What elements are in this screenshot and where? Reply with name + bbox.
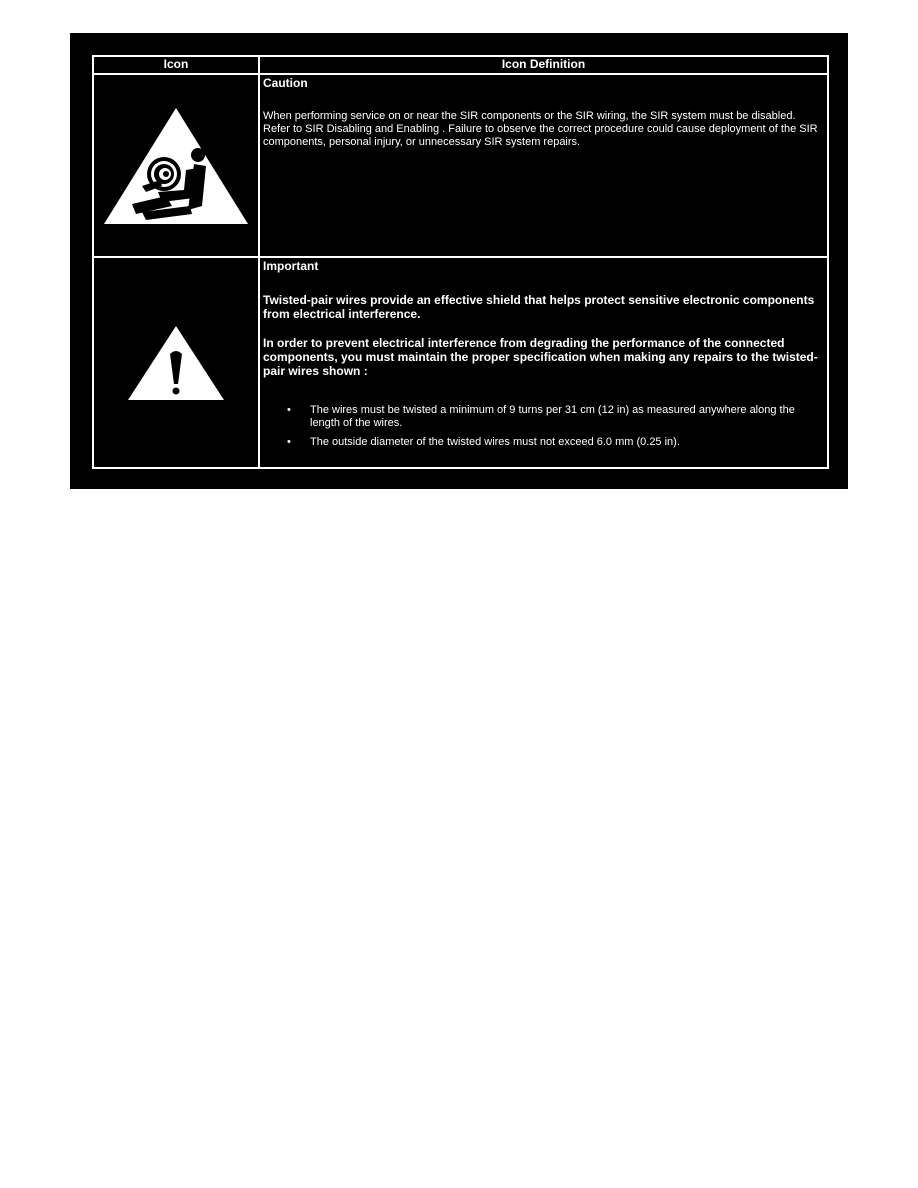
bullet-text: The outside diameter of the twisted wires must not exceed 6.0 mm (0.25 in). [310, 436, 680, 448]
icon-definition-panel [70, 33, 848, 489]
important-bullet-list [263, 404, 823, 449]
table-row-caution [93, 74, 828, 257]
definition-cell-caution [259, 74, 828, 257]
icon-definition-table [92, 55, 829, 469]
bullet-icon: • [287, 404, 291, 416]
definition-cell-important [259, 257, 828, 468]
icon-cell-caution [93, 74, 259, 257]
list-item [263, 404, 803, 430]
header-icon-definition: Icon Definition [259, 56, 828, 74]
bullet-icon: • [287, 436, 291, 448]
table-row-important [93, 257, 828, 468]
exclamation-warning-icon [94, 324, 258, 402]
list-item [263, 436, 803, 449]
important-paragraph-1: Twisted-pair wires provide an effective shield that helps protect sensitive electronic components from electrical interference. [263, 293, 815, 321]
important-paragraph-2: In order to prevent electrical interference from degrading the performance of the connected components, you must maintain the proper specification when making any repairs to the twisted-pair wires shown : [263, 336, 818, 378]
header-icon: Icon [93, 56, 259, 74]
important-title: Important [263, 259, 319, 273]
caution-title: Caution [263, 76, 308, 90]
caution-text: When performing service on or near the SIR components or the SIR wiring, the SIR system must be disabled. Refer to SIR Disabling and Enabling . Failure to observe the correct procedure could cause deployment of the SIR components, personal injury, or unnecessary SIR system repairs. [263, 110, 818, 148]
icon-cell-important [93, 257, 259, 468]
bullet-text: The wires must be twisted a minimum of 9 turns per 31 cm (12 in) as measured anywhere along the length of the wires. [310, 404, 795, 429]
table-header-row [93, 56, 828, 74]
airbag-caution-icon [94, 106, 258, 226]
